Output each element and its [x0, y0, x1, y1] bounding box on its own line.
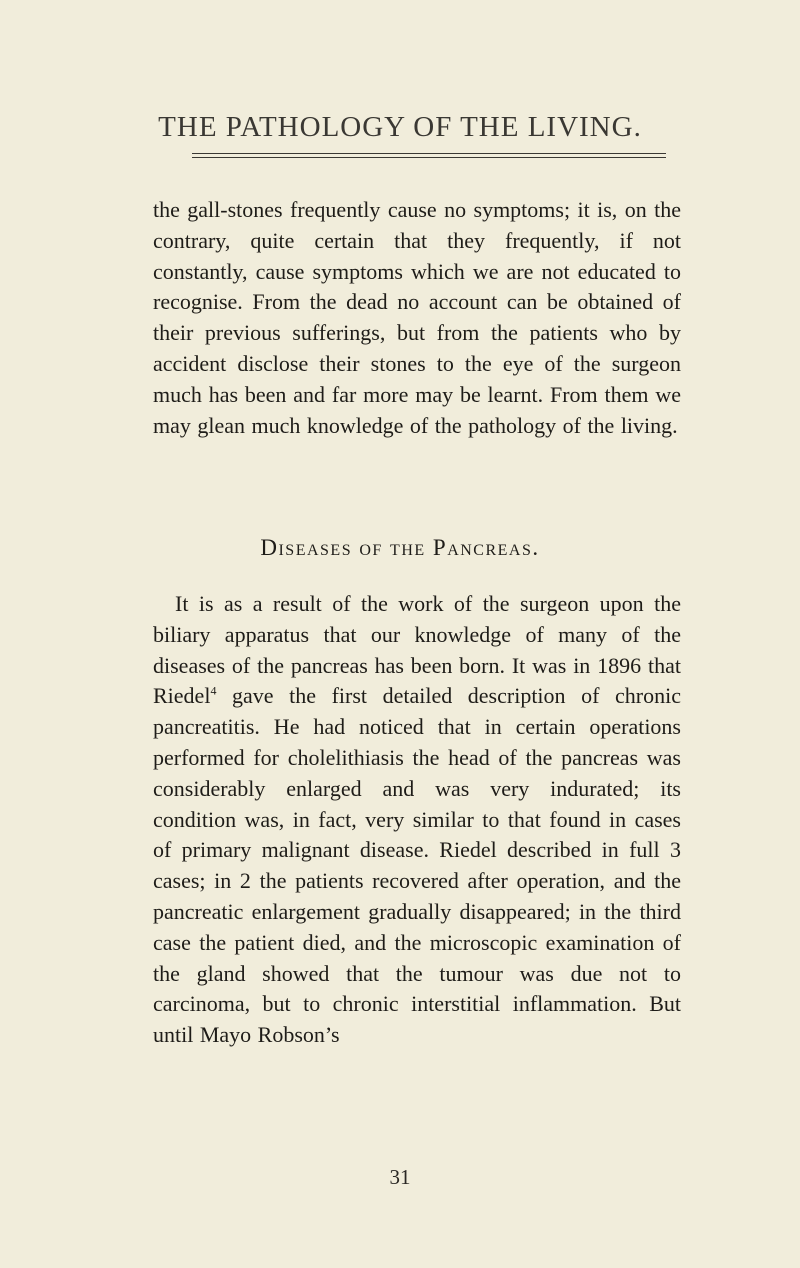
paragraph-2 — [153, 589, 681, 1051]
running-title: THE PATHOLOGY OF THE LIVING. — [158, 111, 642, 143]
section-heading: Diseases of the Pancreas. — [260, 535, 540, 560]
page-number: 31 — [389, 1165, 411, 1189]
paragraph-2-text-after-footnote: gave the first detailed description of chronic pancreatitis. He had noticed that in certain operations performed for cholelithiasis the head of the pancreas was considerably enlarged and was very indurated; its condition was, in fact, very similar to that found in cases of primary malignant disease. Riedel described in full 3 cases; in 2 the patients recovered after operation, and the pancreatic enlargement gradually disappeared; in the third case the patient died, and the microscopic examination of the gland showed that the tumour was due not to carcinoma, but to chronic interstitial inflammation. But until Mayo Robson’s — [153, 683, 681, 1048]
paragraph-2-text-before-footnote: It is as a result of the work of the surgeon upon the biliary apparatus that our knowledge of many of the diseases of the pancreas has been born. It was in 1896 that Riedel — [153, 591, 681, 709]
footnote-reference: 4 — [210, 684, 217, 699]
header-double-rule — [192, 153, 666, 158]
paragraph-1: the gall-stones frequently cause no symptoms; it is, on the contrary, quite certain that they frequently, if not constantly, cause symptoms which we are not educated to recognise. From the dead no account can be obtained of their previous sufferings, but from the patients who by accident disclose their stones to the eye of the surgeon much has been and far more may be learnt. From them we may glean much knowledge of the pathology of the living. — [153, 197, 681, 438]
